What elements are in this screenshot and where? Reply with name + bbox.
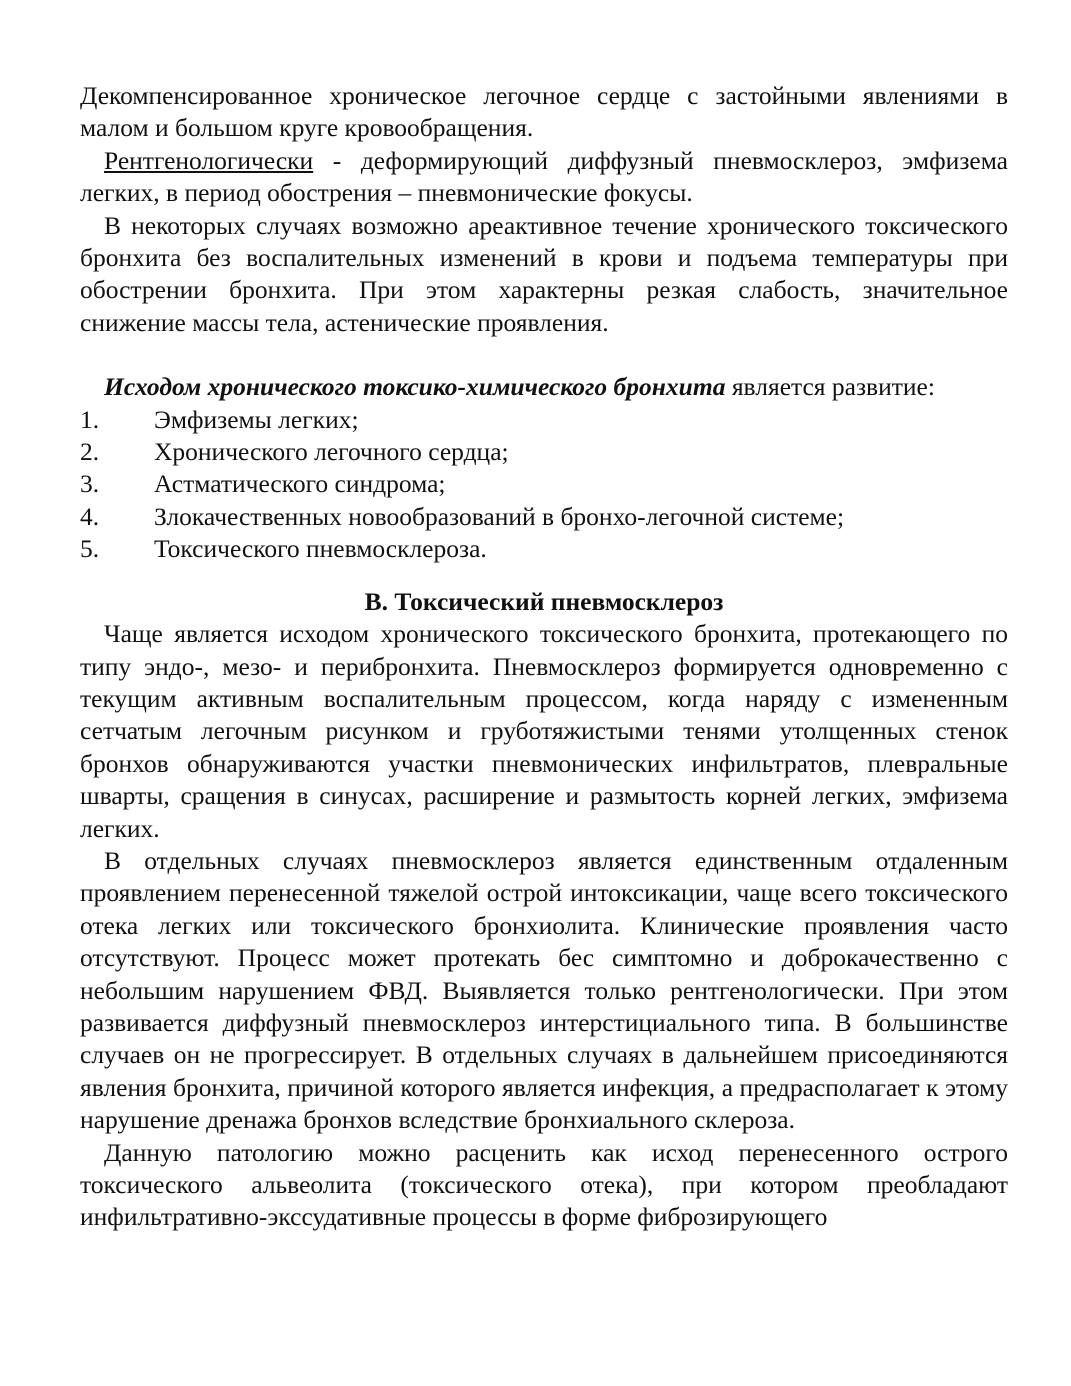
paragraph-alveolitis-outcome	[80, 1137, 1008, 1234]
paragraph-text: Декомпенсированное хроническое легочное сердце с застойными явлениями в малом и большом круге кровообращения.	[80, 81, 1008, 143]
list-text: Злокачественных новообразований в бронхо-легочной системе;	[154, 501, 845, 531]
outcome-emphasis: Исходом хронического токсико-химического бронхита	[104, 372, 726, 402]
paragraph-remote-manifestation	[80, 845, 1008, 1137]
section-heading: В. Токсический пневмосклероз	[364, 586, 724, 616]
list-number: 1.	[80, 404, 100, 434]
paragraph-radiology	[80, 145, 1008, 210]
paragraph-text: - деформирующий диффузный пневмосклероз, эмфизема легких, в период обострения – пневмонические фокусы.	[80, 145, 1008, 208]
list-item	[80, 468, 1008, 500]
list-number: 3.	[80, 469, 100, 499]
list-item	[80, 501, 1008, 533]
outcome-list	[80, 404, 1008, 566]
document-page	[80, 80, 1008, 1234]
radiology-term: Рентгенологически	[104, 145, 314, 175]
paragraph-decompensated-heart	[80, 80, 1008, 145]
list-item	[80, 436, 1008, 468]
list-text: Хронического легочного сердца;	[154, 437, 509, 467]
list-number: 5.	[80, 534, 100, 564]
paragraph-text: Данную патологию можно расценить как исход перенесенного острого токсического альвеолита (токсического отека), при котором преобладают инфильтративно-экссудативные процессы в форме фиброзирующего	[80, 1137, 1008, 1232]
paragraph-text: является развитие:	[725, 372, 935, 402]
list-number: 4.	[80, 501, 100, 531]
list-text: Токсического пневмосклероза.	[154, 534, 487, 564]
paragraph-spacer	[80, 339, 1008, 371]
paragraph-text: В отдельных случаях пневмосклероз является единственным отдаленным проявлением перенесенной тяжелой острой интоксикации, чаще всего токсического отека легких или токсического бронхиолита. Клинические проявления часто отсутствуют. Процесс может протекать бес симптомно и доброкачественно с небольшим нарушением ФВД. Выявляется только рентгенологически. При этом развивается диффузный пневмосклероз интерстициального типа. В большинстве случаев он не прогрессирует. В отдельных случаях в дальнейшем присоединяются явления бронхита, причиной которого является инфекция, а предрасполагает к этому нарушение дренажа бронхов вследствие бронхиального склероза.	[80, 845, 1008, 1135]
list-text: Астматического синдрома;	[154, 469, 446, 499]
paragraph-pneumosclerosis-outcome	[80, 618, 1008, 845]
paragraph-text: Чаще является исходом хронического токсического бронхита, протекающего по типу эндо-, мезо- и перибронхита. Пневмосклероз формируется одновременно с текущим активным воспалительным процессом, когда наряду с измененным сетчатым легочным рисунком и груботяжистыми тенями утолщенных стенок бронхов обнаруживаются участки пневмонических инфильтратов, плевральные шварты, сращения в синусах, расширение и размытость корней легких, эмфизема легких.	[80, 619, 1008, 843]
list-number: 2.	[80, 437, 100, 467]
list-item	[80, 404, 1008, 436]
list-text: Эмфиземы легких;	[154, 404, 359, 434]
paragraph-areactive-course	[80, 210, 1008, 340]
paragraph-outcome-intro	[80, 371, 1008, 403]
list-item	[80, 533, 1008, 565]
paragraph-text: В некоторых случаях возможно ареактивное течение хронического токсического бронхита без воспалительных изменений в крови и подъема температуры при обострении бронхита. При этом характерны резкая слабость, значительное снижение массы тела, астенические проявления.	[80, 210, 1008, 337]
